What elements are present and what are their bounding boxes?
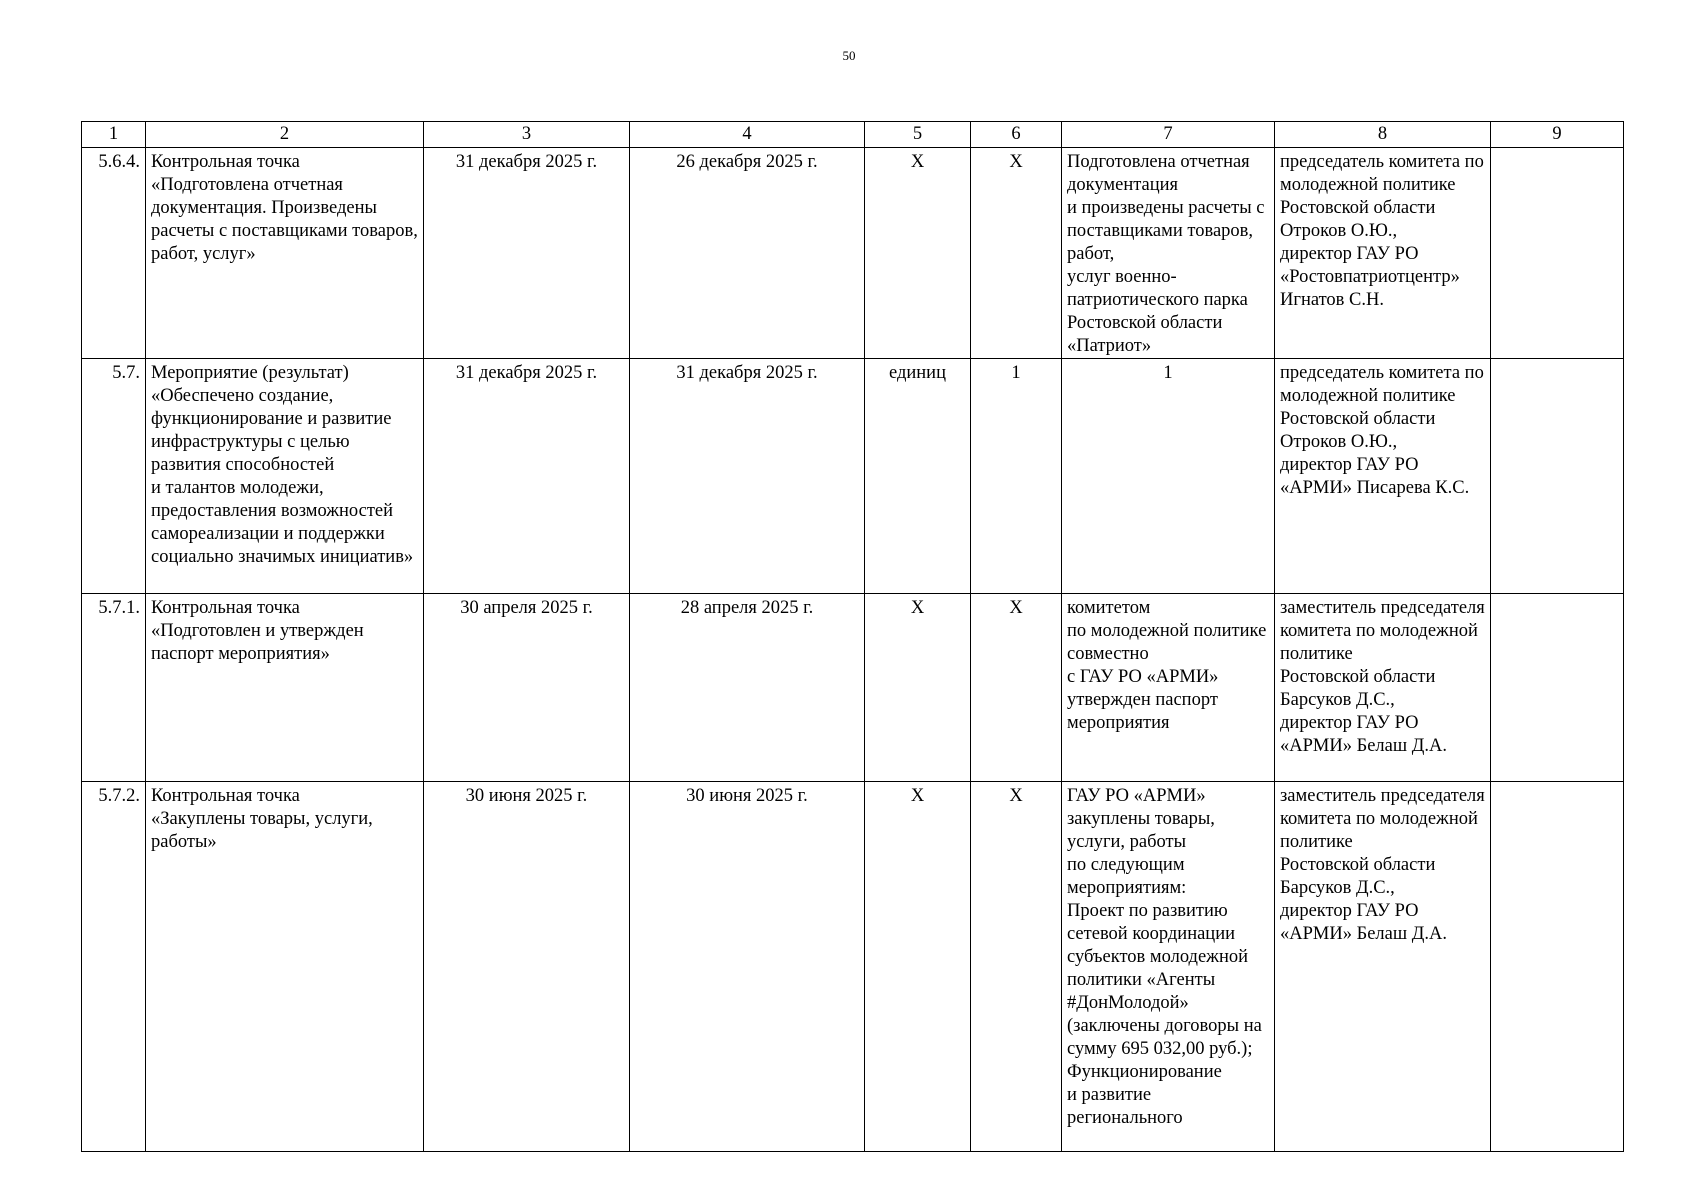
unit-cell: Х xyxy=(865,594,971,782)
column-header: 3 xyxy=(424,122,630,148)
actual-date: 28 апреля 2025 г. xyxy=(630,594,865,782)
row-number: 5.7. xyxy=(82,359,146,594)
row-title: Контрольная точка «Подготовлена отчетная документация. Произведены расчеты с поставщиками товаров, работ, услуг» xyxy=(146,148,424,359)
note-cell xyxy=(1491,148,1624,359)
actual-date: 31 декабря 2025 г. xyxy=(630,359,865,594)
row-title: Мероприятие (результат) «Обеспечено создание, функционирование и развитие инфраструктуры с целью развития способностей и талантов молодежи, предоставления возможностей самореализации и поддержки социально значимых инициатив» xyxy=(146,359,424,594)
row-number: 5.7.2. xyxy=(82,782,146,1152)
column-header: 8 xyxy=(1275,122,1491,148)
page-number: 50 xyxy=(842,48,856,63)
responsible-cell: председатель комитета по молодежной политике Ростовской области Отроков О.Ю., директор ГАУ РО «Ростовпатриотцентр» Игнатов С.Н. xyxy=(1275,148,1491,359)
table-row xyxy=(82,148,1624,359)
result-cell: 1 xyxy=(1062,359,1275,594)
column-header: 7 xyxy=(1062,122,1275,148)
unit-cell: Х xyxy=(865,782,971,1152)
header-row xyxy=(82,122,1624,148)
row-number: 5.7.1. xyxy=(82,594,146,782)
row-number: 5.6.4. xyxy=(82,148,146,359)
responsible-cell: заместитель председателя комитета по молодежной политике Ростовской области Барсуков Д.С., директор ГАУ РО «АРМИ» Белаш Д.А. xyxy=(1275,594,1491,782)
note-cell xyxy=(1491,594,1624,782)
planned-date: 31 декабря 2025 г. xyxy=(424,148,630,359)
column-header: 5 xyxy=(865,122,971,148)
column-header: 9 xyxy=(1491,122,1624,148)
planned-date: 31 декабря 2025 г. xyxy=(424,359,630,594)
actual-date: 26 декабря 2025 г. xyxy=(630,148,865,359)
result-cell: Подготовлена отчетная документация и произведены расчеты с поставщиками товаров, работ, услуг военно-патриотического парка Ростовской области «Патриот» xyxy=(1062,148,1275,359)
column-header: 6 xyxy=(971,122,1062,148)
note-cell xyxy=(1491,359,1624,594)
planned-date: 30 июня 2025 г. xyxy=(424,782,630,1152)
column-header: 2 xyxy=(146,122,424,148)
unit-cell: Х xyxy=(865,148,971,359)
actual-date: 30 июня 2025 г. xyxy=(630,782,865,1152)
value-cell: 1 xyxy=(971,359,1062,594)
row-title: Контрольная точка «Подготовлен и утвержден паспорт мероприятия» xyxy=(146,594,424,782)
value-cell: Х xyxy=(971,782,1062,1152)
value-cell: Х xyxy=(971,594,1062,782)
row-title: Контрольная точка «Закуплены товары, услуги, работы» xyxy=(146,782,424,1152)
responsible-cell: заместитель председателя комитета по молодежной политике Ростовской области Барсуков Д.С., директор ГАУ РО «АРМИ» Белаш Д.А. xyxy=(1275,782,1491,1152)
result-cell: ГАУ РО «АРМИ» закуплены товары, услуги, работы по следующим мероприятиям: Проект по развитию сетевой координации субъектов молодежной политики «Агенты #ДонМолодой» (заключены договоры на сумму 695 032,00 руб.); Функционирование и развитие регионального xyxy=(1062,782,1275,1152)
planned-date: 30 апреля 2025 г. xyxy=(424,594,630,782)
unit-cell: единиц xyxy=(865,359,971,594)
table-row xyxy=(82,594,1624,782)
table-row xyxy=(82,782,1624,1152)
value-cell: Х xyxy=(971,148,1062,359)
result-cell: комитетом по молодежной политике совместно с ГАУ РО «АРМИ» утвержден паспорт мероприятия xyxy=(1062,594,1275,782)
column-header: 4 xyxy=(630,122,865,148)
column-header: 1 xyxy=(82,122,146,148)
responsible-cell: председатель комитета по молодежной политике Ростовской области Отроков О.Ю., директор ГАУ РО «АРМИ» Писарева К.С. xyxy=(1275,359,1491,594)
table-row xyxy=(82,359,1624,594)
note-cell xyxy=(1491,782,1624,1152)
report-table xyxy=(81,121,1624,1152)
